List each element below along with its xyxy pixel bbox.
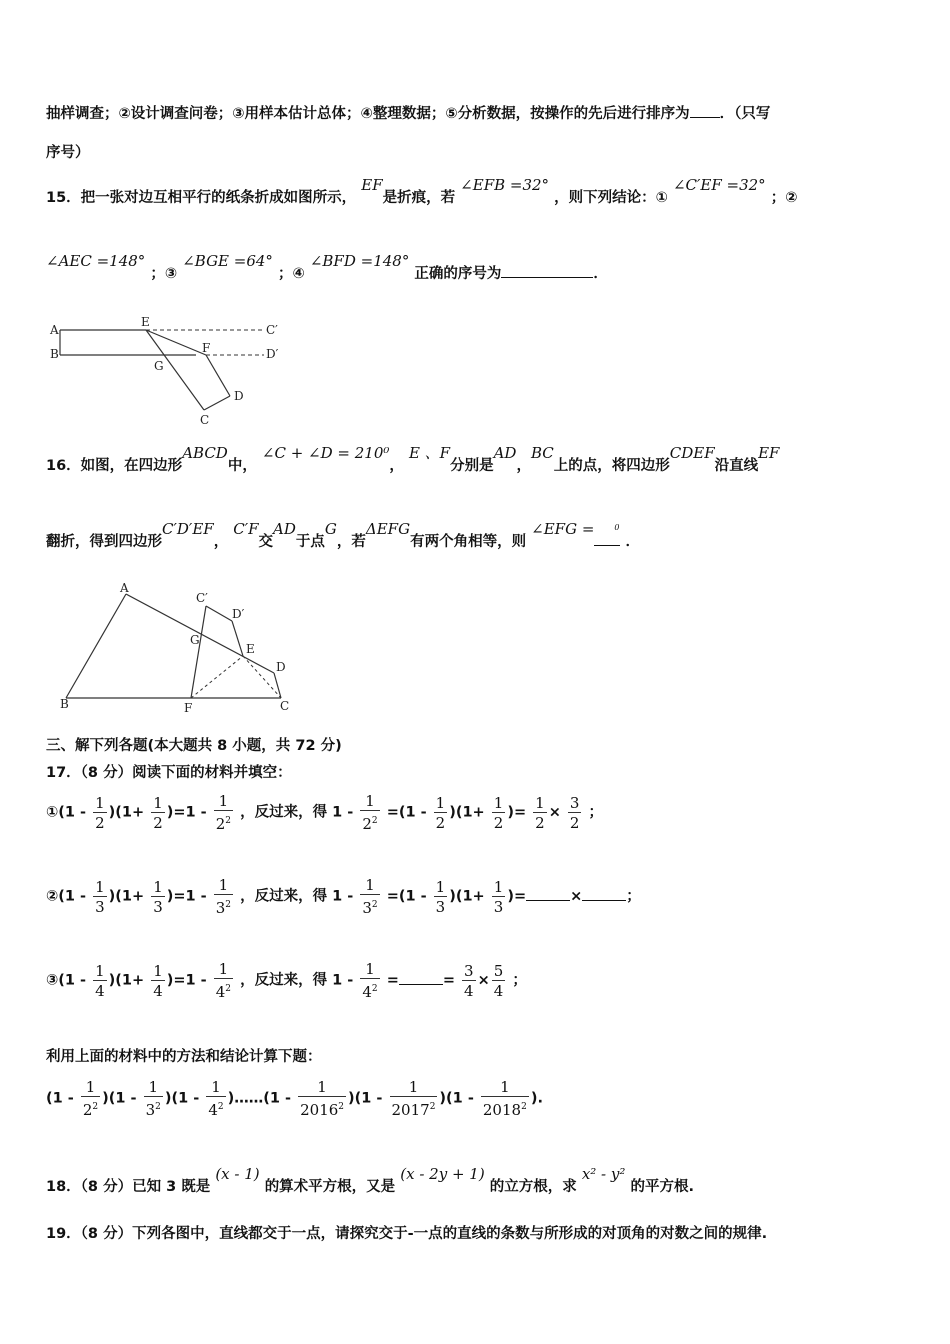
q17-fraction: $\frac{1}{2018^2}$ bbox=[482, 1078, 527, 1119]
q17-fraction: $\frac{1}{3}$ bbox=[493, 877, 504, 916]
q17-fraction: $\frac{1}{2}$ bbox=[95, 793, 105, 832]
q14-text-end: ．（只写 bbox=[719, 106, 771, 122]
q17-text: ； bbox=[626, 888, 641, 905]
q16-bc: BC bbox=[530, 444, 554, 462]
q16-angle-sum: ∠C + ∠D = 210⁰ bbox=[261, 444, 390, 462]
q16-triangle: ΔEFG bbox=[365, 520, 411, 538]
q16-ad: AD bbox=[493, 444, 517, 462]
q17-fraction: $\frac{1}{4}$ bbox=[153, 961, 163, 1000]
q16-number: 16．如图，在四边形 bbox=[46, 458, 183, 474]
fig16-label-g: G bbox=[190, 633, 200, 647]
q18-text: 18．（8 分）已知 3 既是 bbox=[46, 1179, 211, 1195]
q17-fraction: $\frac{1}{4^2}$ bbox=[362, 960, 378, 1001]
q18-text: 的立方根，求 bbox=[489, 1179, 577, 1195]
q15-text: ；② bbox=[770, 190, 798, 206]
q16-line1 bbox=[46, 444, 780, 475]
q14-blank bbox=[690, 117, 720, 118]
fig16-label-f: F bbox=[184, 701, 193, 715]
q18-expr-x-minus-1: (x - 1) bbox=[215, 1165, 260, 1183]
q17-fraction: $\frac{5}{4}$ bbox=[493, 961, 504, 1000]
q15-angle-cef: ∠C′EF =32° bbox=[672, 176, 766, 194]
q17-fraction: $\frac{1}{3}$ bbox=[435, 877, 446, 916]
q17-row2: ②(1 - $\frac{1}{3}$ )(1+ $\frac{1}{3}$ )=1 - $\frac{1}{3^2}$ ，反过来，得 1 - $\frac{1}{3^2}$ =(1 - $\frac{1}{3}$ )(1+ $\frac{1}{3}$ )= × ； bbox=[46, 876, 641, 917]
q17-fraction: $\frac{1}{4^2}$ bbox=[215, 960, 232, 1001]
q17-fraction: $\frac{3}{2}$ bbox=[569, 793, 580, 832]
q16-text: ， bbox=[213, 534, 229, 550]
q18-text: 的平方根. bbox=[630, 1179, 694, 1195]
q15-angle-bge: ∠BGE =64° bbox=[182, 252, 273, 270]
q15-blank bbox=[501, 277, 593, 278]
q17-fraction: $\frac{1}{2}$ bbox=[153, 793, 163, 832]
q16-text: 沿直线 bbox=[714, 458, 759, 474]
q16-line2 bbox=[46, 520, 640, 551]
q16-text: 交 bbox=[258, 534, 274, 550]
q18-text: 的算术平方根，又是 bbox=[264, 1179, 396, 1195]
q14-line2: 序号） bbox=[46, 145, 90, 161]
q17-times: × bbox=[477, 972, 490, 989]
q17-row1-marker: ① bbox=[46, 804, 59, 821]
q17-fraction: $\frac{3}{4}$ bbox=[464, 961, 474, 1000]
q17-fraction: $\frac{1}{3^2}$ bbox=[362, 876, 378, 917]
q17-blank bbox=[526, 900, 570, 901]
q16-cdef: CDEF bbox=[669, 444, 715, 462]
fig15-label-a: A bbox=[50, 323, 59, 337]
fig16-label-a: A bbox=[120, 581, 129, 595]
q14-line1 bbox=[46, 102, 770, 123]
q15-line2 bbox=[46, 252, 608, 283]
q17-fraction: $\frac{1}{3}$ bbox=[95, 877, 105, 916]
q16-cf: C′F bbox=[233, 520, 259, 538]
fig15-label-d: D bbox=[234, 389, 244, 403]
q18-line bbox=[46, 1165, 694, 1196]
fig16-label-b: B bbox=[60, 697, 69, 711]
q16-ad: AD bbox=[273, 520, 296, 538]
q17-blank bbox=[399, 984, 443, 985]
q17-fraction: $\frac{1}{2^2}$ bbox=[362, 792, 378, 833]
fig16-label-e: E bbox=[246, 642, 255, 656]
fig15-label-e: E bbox=[141, 315, 150, 329]
q17-row2-marker: ② bbox=[46, 888, 59, 905]
fig16-label-dprime: D′ bbox=[232, 607, 245, 621]
q15-text: ；④ bbox=[278, 266, 305, 282]
q15-line1 bbox=[46, 176, 798, 207]
q16-text: ， bbox=[516, 458, 531, 474]
q16-ef-points: E 、F bbox=[408, 444, 451, 462]
fig16-label-d: D bbox=[276, 660, 286, 674]
q15-text: 正确的序号为 bbox=[414, 266, 502, 282]
q16-figure bbox=[46, 578, 306, 720]
q17-text: ，反过来，得 1 - bbox=[240, 972, 354, 989]
q18-expr-x2-minus-y2: x² - y² bbox=[581, 1165, 626, 1183]
fig16-label-c: C bbox=[280, 699, 290, 713]
q14-text: 抽样调查；②设计调查问卷；③用样本估计总体；④整理数据；⑤分析数据，按操作的先后进行排序为 bbox=[46, 106, 690, 122]
q16-text: ，若 bbox=[336, 534, 366, 550]
fig15-label-g: G bbox=[154, 359, 164, 373]
q17-fraction: $\frac{1}{4^2}$ bbox=[208, 1078, 224, 1119]
q15-figure bbox=[46, 312, 296, 432]
q16-text: 有两个角相等，则 bbox=[410, 534, 527, 550]
fig15-label-b: B bbox=[50, 347, 59, 361]
fig15-label-dprime: D′ bbox=[266, 347, 279, 361]
q15-text: ；③ bbox=[150, 266, 178, 282]
fig15-label-cprime: C′ bbox=[266, 323, 278, 337]
q19-line: 19．（8 分）下列各图中，直线都交于一点，请探究交于-一点的直线的条数与所形成的对顶角的对数之间的规律. bbox=[46, 1226, 768, 1242]
q15-number: 15．把一张对边互相平行的纸条折成如图所示， bbox=[46, 190, 357, 206]
q16-text: 于点 bbox=[295, 534, 325, 550]
q17-instruction: 利用上面的材料中的方法和结论计算下题： bbox=[46, 1049, 322, 1065]
q15-text: 是折痕，若 bbox=[382, 190, 456, 206]
q16-abcd: ABCD bbox=[182, 444, 228, 462]
q17-fraction: $\frac{1}{2^2}$ bbox=[82, 1078, 99, 1119]
q15-ef: EF bbox=[361, 176, 383, 194]
q15-text: ． bbox=[593, 266, 608, 282]
q16-degree-mark: 0 bbox=[614, 523, 620, 532]
q17-fraction: $\frac{1}{2017^2}$ bbox=[391, 1078, 436, 1119]
q17-fraction: $\frac{1}{2016^2}$ bbox=[300, 1078, 345, 1119]
q17-text: ，反过来，得 1 - bbox=[240, 804, 354, 821]
q16-text: 翻折，得到四边形 bbox=[46, 534, 162, 550]
q17-text: ； bbox=[588, 804, 604, 821]
q17-row3: ③(1 - $\frac{1}{4}$ )(1+ $\frac{1}{4}$ )=1 - $\frac{1}{4^2}$ ，反过来，得 1 - $\frac{1}{4^2}$ = = $\frac{3}{4}$ × $\frac{5}{4}$ ； bbox=[46, 960, 527, 1001]
q15-angle-aec: ∠AEC =148° bbox=[46, 252, 146, 270]
q16-blank bbox=[594, 545, 620, 546]
q18-expr-x-minus-2y-plus-1: (x - 2y + 1) bbox=[400, 1165, 485, 1183]
q17-compute: (1 - $\frac{1}{2^2}$ )(1 - $\frac{1}{3^2}$ )(1 - $\frac{1}{4^2}$ )……(1 - $\frac{1}{2016^2}$ )(1 - $\frac{1}{2017^2}$ )(1 - $\frac{1}{2018^2}$ ). bbox=[46, 1078, 543, 1119]
q16-cdef-folded: C′D′EF bbox=[162, 520, 214, 538]
q17-ellipsis: …… bbox=[234, 1090, 264, 1107]
section-3-title: 三、解下列各题(本大题共 8 小题，共 72 分) bbox=[46, 738, 342, 754]
q16-text: 上的点，将四边形 bbox=[553, 458, 670, 474]
fig15-label-f: F bbox=[202, 341, 211, 355]
q16-text: ， bbox=[389, 458, 404, 474]
q17-fraction: $\frac{1}{4}$ bbox=[95, 961, 105, 1000]
q17-fraction: $\frac{1}{3}$ bbox=[153, 877, 163, 916]
fig15-label-c: C bbox=[200, 413, 210, 427]
fig16-label-cprime: C′ bbox=[196, 591, 208, 605]
q17-times: × bbox=[548, 804, 561, 821]
q17-fraction: $\frac{1}{3^2}$ bbox=[215, 876, 232, 917]
q17-text: ； bbox=[512, 972, 527, 989]
q17-heading: 17．（8 分）阅读下面的材料并填空： bbox=[46, 765, 292, 781]
q16-g: G bbox=[324, 520, 337, 538]
q17-row1: ①(1 - $\frac{1}{2}$ )(1+ $\frac{1}{2}$ )=1 - $\frac{1}{2^2}$ ，反过来，得 1 - $\frac{1}{2^2}$ =(1 - $\frac{1}{2}$ )(1+ $\frac{1}{2}$ )= $\frac{1}{2}$ × $\frac{3}{2}$ ； bbox=[46, 792, 604, 833]
q15-angle-efb: ∠EFB =32° bbox=[460, 176, 550, 194]
q17-fraction: $\frac{1}{2^2}$ bbox=[215, 792, 232, 833]
q17-blank bbox=[582, 900, 626, 901]
q16-text: 中， bbox=[227, 458, 257, 474]
q17-fraction: $\frac{1}{2}$ bbox=[435, 793, 446, 832]
q17-text: ，反过来，得 1 - bbox=[240, 888, 354, 905]
q17-row3-marker: ③ bbox=[46, 972, 59, 989]
q15-angle-bfd: ∠BFD =148° bbox=[309, 252, 410, 270]
q16-text: 分别是 bbox=[450, 458, 494, 474]
q16-angle-efg: ∠EFG = bbox=[531, 520, 595, 538]
q17-times: × bbox=[570, 888, 583, 905]
q15-text: ，则下列结论：① bbox=[554, 190, 668, 206]
q16-text: ． bbox=[625, 534, 640, 550]
q16-ef: EF bbox=[758, 444, 780, 462]
q17-fraction: $\frac{1}{2}$ bbox=[535, 793, 545, 832]
q17-fraction: $\frac{1}{3^2}$ bbox=[145, 1078, 161, 1119]
q17-fraction: $\frac{1}{2}$ bbox=[493, 793, 504, 832]
q17-text: . bbox=[537, 1090, 543, 1107]
